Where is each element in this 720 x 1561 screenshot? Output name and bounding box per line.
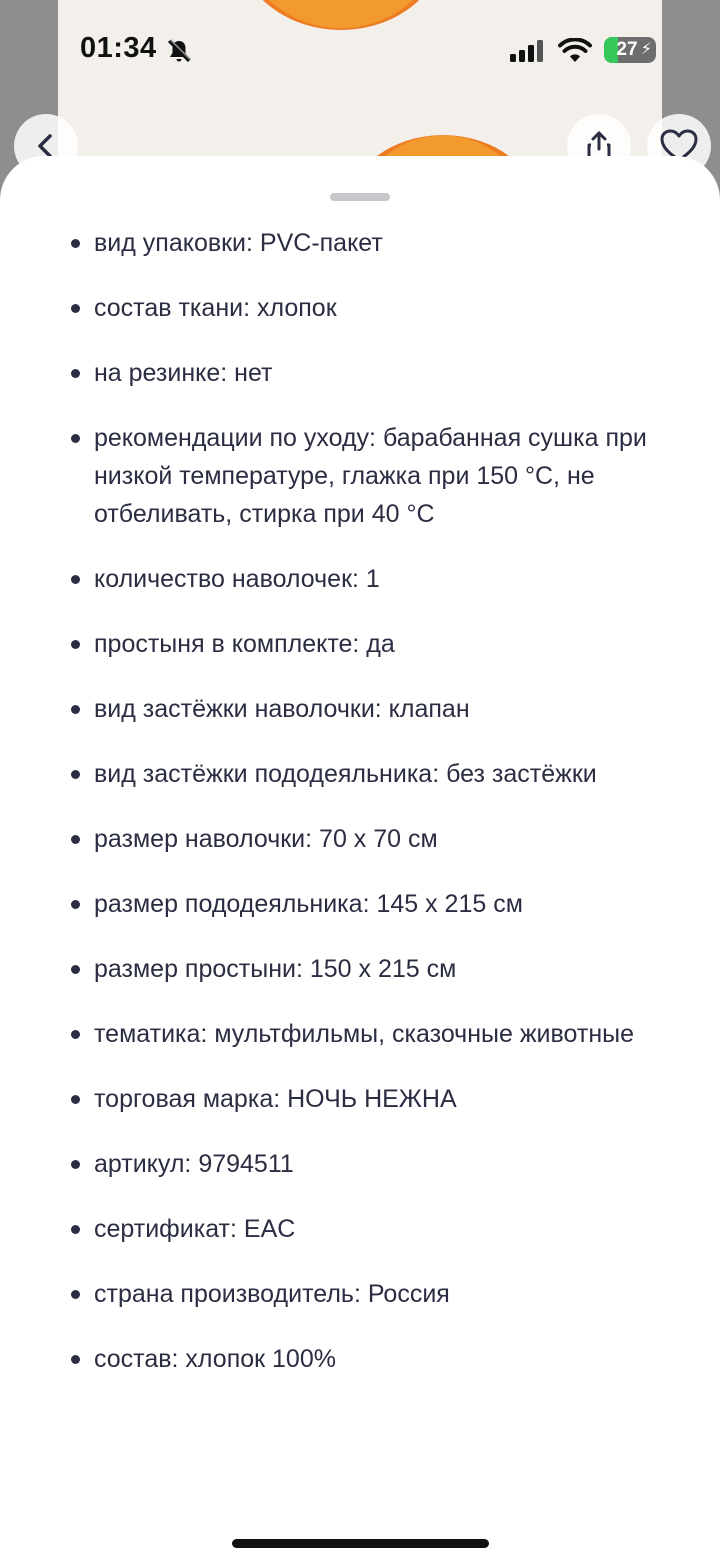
spec-item: размер пододеяльника: 145 x 215 см: [0, 885, 720, 923]
wifi-icon: [558, 38, 592, 64]
spec-item: вид застёжки наволочки: клапан: [0, 690, 720, 728]
status-time: 01:34: [80, 32, 157, 64]
spec-item: вид застёжки пододеяльника: без застёжки: [0, 755, 720, 793]
spec-item: страна производитель: Россия: [0, 1275, 720, 1313]
spec-item: тематика: мультфильмы, сказочные животные: [0, 1015, 720, 1053]
status-bar: [0, 26, 720, 74]
spec-item: состав ткани: хлопок: [0, 289, 720, 327]
spec-item: размер наволочки: 70 x 70 см: [0, 820, 720, 858]
battery-level: 27: [616, 39, 638, 60]
spec-list: [0, 226, 720, 1405]
bell-off-icon: [166, 38, 192, 64]
spec-item: сертификат: EAC: [0, 1210, 720, 1248]
battery-icon: [604, 37, 656, 63]
signal-icon: [510, 40, 546, 62]
spec-item: торговая марка: НОЧЬ НЕЖНА: [0, 1080, 720, 1118]
spec-item: вид упаковки: PVC-пакет: [0, 224, 720, 262]
spec-item: артикул: 9794511: [0, 1145, 720, 1183]
spec-item: рекомендации по уходу: барабанная сушка при низкой температуре, глажка при 150 °C, не отбеливать, стирка при 40 °C: [0, 419, 720, 533]
spec-item: на резинке: нет: [0, 354, 720, 392]
spec-item: размер простыни: 150 x 215 см: [0, 950, 720, 988]
spec-item: простыня в комплекте: да: [0, 625, 720, 663]
bottom-sheet[interactable]: [0, 156, 720, 1561]
charging-bolt-icon: ⚡: [640, 41, 652, 58]
spec-item: количество наволочек: 1: [0, 560, 720, 598]
home-indicator[interactable]: [232, 1539, 489, 1548]
sheet-drag-handle[interactable]: [330, 193, 390, 201]
spec-item: состав: хлопок 100%: [0, 1340, 720, 1378]
